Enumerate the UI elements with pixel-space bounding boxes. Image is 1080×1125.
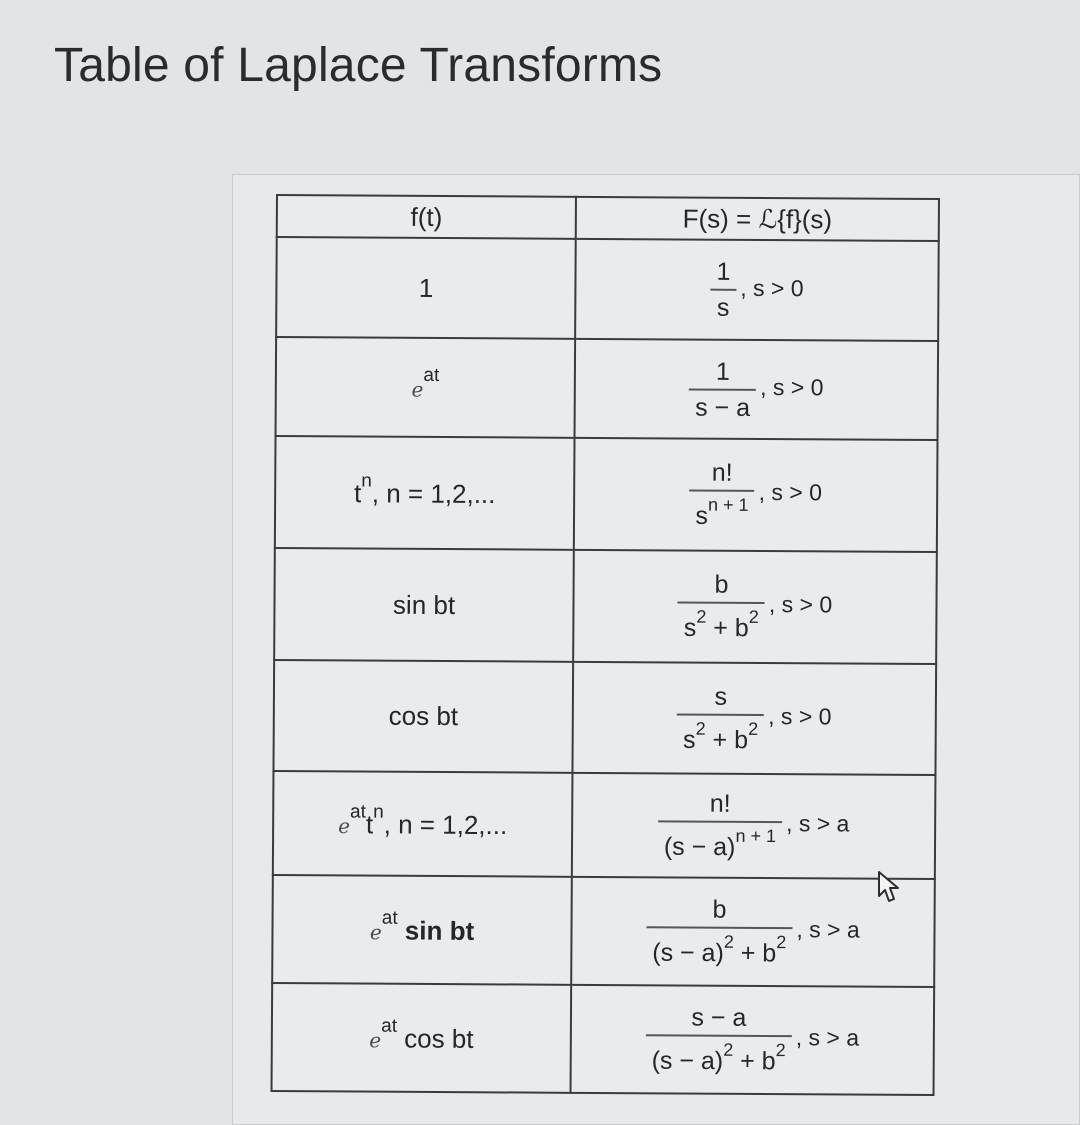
- numerator: b: [712, 896, 727, 925]
- condition: , s > 0: [740, 274, 804, 301]
- denominator-power-2: 2: [748, 718, 759, 739]
- f-cell: [276, 337, 576, 438]
- denominator-base: s: [683, 725, 696, 754]
- condition: , s > 0: [768, 703, 832, 730]
- denominator-rest: + b: [705, 725, 749, 755]
- F-cell: [573, 662, 937, 775]
- denominator-power-2: 2: [776, 932, 787, 953]
- denominator-power: n + 1: [707, 494, 749, 516]
- table-row: [276, 337, 939, 440]
- header-f-of-t: f(t): [277, 195, 576, 239]
- f-power: n: [373, 801, 384, 823]
- table-row: [272, 875, 935, 987]
- denominator-base: (s − a): [652, 938, 724, 968]
- denominator: [658, 823, 782, 863]
- denominator-power-2: 2: [775, 1040, 786, 1061]
- numerator: s: [714, 682, 728, 711]
- f-cell: [275, 436, 575, 550]
- denominator: [646, 1037, 792, 1077]
- denominator-power: 2: [696, 606, 707, 627]
- exp-power: at: [381, 1015, 398, 1037]
- f-text: sin bt: [397, 915, 475, 946]
- table-row: [272, 983, 935, 1095]
- f-cell: [272, 875, 572, 985]
- denominator-rest: + b: [733, 939, 777, 968]
- fraction: [677, 681, 764, 755]
- denominator: [689, 492, 754, 532]
- denominator: [711, 291, 736, 323]
- denominator-power: 2: [695, 718, 706, 739]
- F-cell: [571, 985, 935, 1095]
- exp-base: e: [411, 377, 424, 402]
- f-cell: [272, 983, 572, 1093]
- condition: , s > 0: [758, 479, 822, 506]
- mouse-pointer-icon: [876, 870, 906, 904]
- f-cell: [276, 237, 576, 339]
- fraction: [689, 458, 754, 532]
- denominator-base: (s − a): [651, 1046, 724, 1076]
- exp-power: at: [423, 365, 440, 387]
- condition: , s > a: [795, 1024, 860, 1052]
- f-text: cos bt: [396, 1023, 474, 1054]
- denominator-power: n + 1: [735, 826, 777, 847]
- denominator-base: s − a: [695, 393, 751, 422]
- f-cell: [273, 771, 573, 877]
- f-text: sin bt: [392, 589, 456, 620]
- fraction: [658, 789, 783, 863]
- f-cell: [274, 548, 574, 662]
- f-text: cos bt: [388, 700, 459, 732]
- exp-power: at: [381, 907, 398, 929]
- exp-power: at: [350, 801, 367, 823]
- exp-base: e: [369, 919, 382, 944]
- f-base: t: [353, 477, 362, 508]
- F-cell: [575, 239, 938, 341]
- denominator-power: 2: [723, 1040, 734, 1061]
- denominator-base: (s − a): [663, 833, 736, 862]
- table-row: [276, 237, 939, 341]
- denominator: [646, 929, 792, 969]
- f-rest: , n = 1,2,...: [383, 808, 508, 840]
- fraction: [710, 257, 736, 323]
- denominator: [689, 390, 756, 422]
- denominator-base: s: [716, 293, 730, 322]
- f-cell: [273, 660, 573, 773]
- fraction: [678, 570, 765, 644]
- f-rest: , n = 1,2,...: [371, 477, 496, 509]
- table-row: [275, 436, 938, 552]
- f-expression: 1: [418, 272, 434, 303]
- denominator-power: 2: [723, 932, 734, 953]
- condition: , s > 0: [768, 591, 833, 618]
- table-row: [273, 771, 936, 879]
- table-header-row: [277, 195, 939, 241]
- fraction: [646, 895, 792, 969]
- fraction: [646, 1003, 792, 1077]
- exp-base: e: [369, 1027, 382, 1052]
- denominator-rest: + b: [706, 614, 749, 643]
- denominator-base: s: [695, 502, 709, 531]
- condition: , s > a: [796, 916, 860, 944]
- F-cell: [574, 438, 938, 552]
- F-cell: [573, 550, 937, 664]
- exp-base: e: [338, 813, 351, 838]
- F-cell: [572, 773, 936, 879]
- laplace-transform-table: [271, 194, 940, 1096]
- page-title: Table of Laplace Transforms: [54, 39, 663, 92]
- denominator-base: s: [683, 614, 697, 643]
- table-row: [273, 660, 936, 775]
- numerator: s − a: [691, 1003, 747, 1033]
- condition: , s > a: [786, 810, 850, 837]
- f-mid: t: [365, 808, 374, 839]
- condition: , s > 0: [760, 373, 824, 401]
- table-row: [274, 548, 937, 664]
- denominator: [678, 604, 765, 644]
- f-power: n: [361, 470, 372, 492]
- denominator-power-2: 2: [748, 607, 759, 628]
- numerator: 1: [715, 357, 730, 386]
- denominator: [677, 715, 764, 755]
- numerator: 1: [716, 257, 731, 286]
- numerator: b: [714, 571, 729, 600]
- numerator: n!: [711, 458, 733, 488]
- denominator-rest: + b: [733, 1047, 776, 1076]
- fraction: [689, 356, 756, 422]
- F-cell: [575, 339, 938, 440]
- header-laplace-F-of-s: F(s) = ℒ{f}(s): [576, 197, 939, 241]
- numerator: n!: [709, 789, 731, 819]
